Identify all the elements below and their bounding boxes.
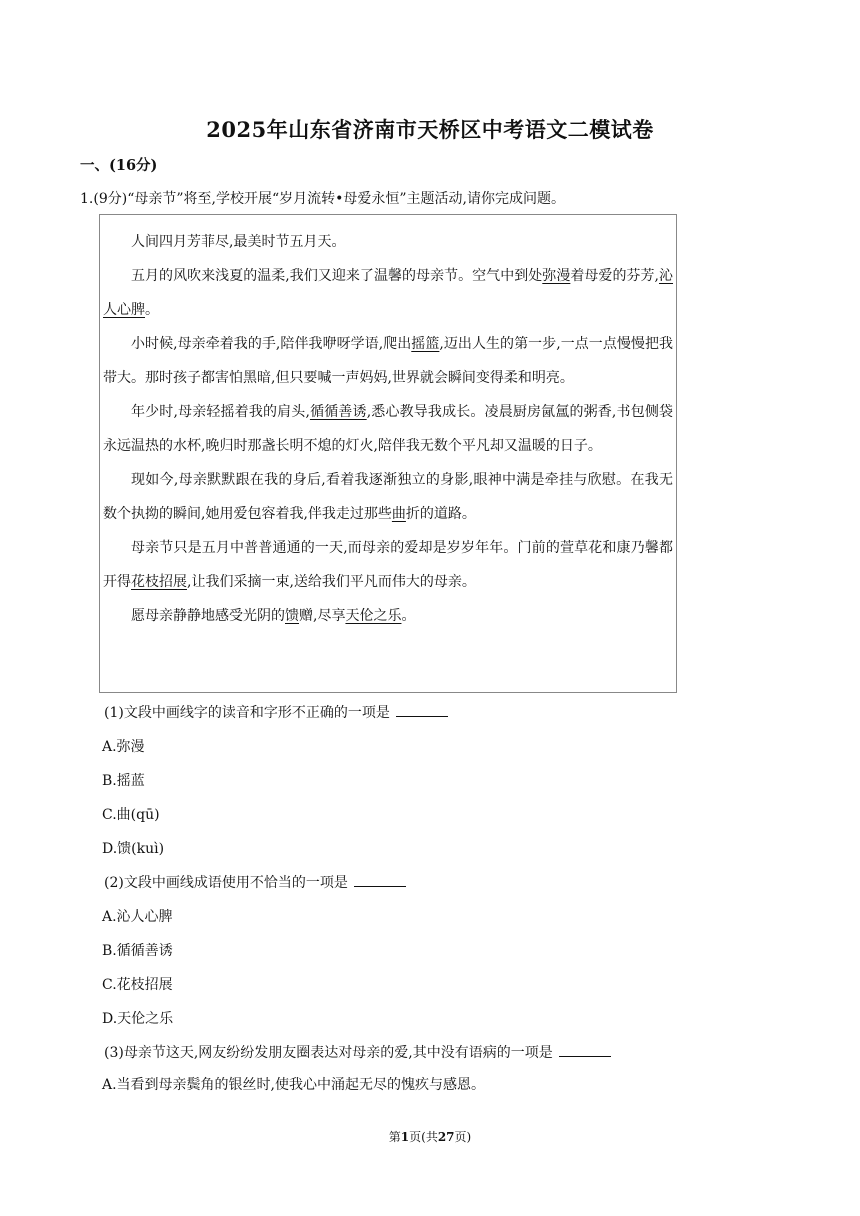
option-a: A.沁人心脾 bbox=[102, 909, 173, 925]
underlined-idiom: 循循善诱 bbox=[309, 404, 367, 420]
reading-passage-box bbox=[99, 214, 677, 693]
prompt-text: (1)文段中画线字的读音和字形不正确的一项是 bbox=[104, 705, 390, 721]
footer-text: 页) bbox=[454, 1130, 472, 1144]
underlined-word: 曲 bbox=[391, 506, 406, 522]
prompt-text: (2)文段中画线成语使用不恰当的一项是 bbox=[104, 875, 348, 891]
footer-text: 第 bbox=[388, 1130, 401, 1144]
underlined-idiom: 天伦之乐 bbox=[345, 608, 402, 624]
option-b: B.摇蓝 bbox=[102, 773, 145, 789]
passage-paragraph bbox=[103, 599, 673, 633]
passage-paragraph bbox=[103, 327, 673, 395]
passage-text: 五月的风吹来浅夏的温柔,我们又迎来了温馨的母亲节。空气中到处 bbox=[131, 268, 543, 284]
page-footer bbox=[0, 1128, 860, 1145]
option-c: C.曲(qū) bbox=[102, 807, 160, 823]
footer-text: 页(共 bbox=[409, 1130, 438, 1144]
exam-title: 2025年山东省济南市天桥区中考语文二模试卷 bbox=[206, 117, 654, 142]
underlined-word: 弥漫 bbox=[542, 268, 571, 284]
passage-text: 折的道路。 bbox=[405, 506, 476, 522]
question-1-stem: 1.(9分)“母亲节”将至,学校开展“岁月流转•母爱永恒”主题活动,请你完成问题。 bbox=[80, 191, 565, 207]
answer-blank bbox=[354, 872, 406, 887]
answer-blank bbox=[559, 1042, 611, 1057]
answer-blank bbox=[396, 702, 448, 717]
passage-text: 年少时,母亲轻摇着我的肩头, bbox=[131, 404, 310, 420]
passage-text: 现如今,母亲默默跟在我的身后,看着我逐渐独立的身影,眼神中满是牵挂与欣慰。在我无数个执拗的瞬间,她用爱包容着我,伴我走过那些 bbox=[103, 472, 673, 522]
passage-paragraph bbox=[103, 395, 673, 463]
passage-text: 小时候,母亲牵着我的手,陪伴我咿呀学语,爬出 bbox=[131, 336, 412, 352]
section-heading: 一、(16分) bbox=[80, 157, 158, 174]
passage-text: 愿母亲静静地感受光阴的 bbox=[131, 608, 285, 624]
page-number: 1 bbox=[400, 1130, 410, 1144]
passage-text: 人间四月芳菲尽,最美时节五月天。 bbox=[131, 234, 346, 250]
sub-question-2-prompt bbox=[104, 872, 406, 892]
passage-text: 母亲节只是五月中普普通通的一天,而母亲的爱却是岁岁年年。门前的萱草花和康乃馨都开得 bbox=[103, 540, 673, 590]
passage-text: 着母爱的芬芳, bbox=[570, 268, 659, 284]
passage-text: 。 bbox=[401, 608, 416, 624]
passage-paragraph bbox=[103, 463, 673, 531]
sub-question-1-prompt bbox=[104, 702, 448, 722]
underlined-word: 摇篮 bbox=[411, 336, 440, 352]
total-pages: 27 bbox=[437, 1130, 455, 1144]
sub-question-3-prompt bbox=[104, 1042, 611, 1062]
option-a: A.当看到母亲鬓角的银丝时,使我心中涌起无尽的愧疚与感恩。 bbox=[102, 1077, 486, 1093]
prompt-text: (3)母亲节这天,网友纷纷发朋友圈表达对母亲的爱,其中没有语病的一项是 bbox=[104, 1045, 553, 1061]
underlined-idiom: 花枝招展 bbox=[131, 574, 187, 590]
option-c: C.花枝招展 bbox=[102, 977, 173, 993]
passage-paragraph bbox=[103, 259, 673, 327]
passage-paragraph bbox=[103, 531, 673, 599]
underlined-idiom: 沁人心脾 bbox=[103, 268, 674, 318]
passage-text: 。 bbox=[145, 302, 159, 318]
passage-text: ,迈出人生的第一步,一点一点慢慢把我带大。那时孩子都害怕黑暗,但只要喊一声妈妈,世界就会瞬间变得柔和明亮。 bbox=[103, 336, 673, 386]
passage-text: ,悉心教导我成长。凌晨厨房氤氲的粥香,书包侧袋永远温热的水杯,晚归时那盏长明不熄的灯火,陪伴我无数个平凡却又温暖的日子。 bbox=[103, 404, 674, 454]
option-d: D.馈(kuì) bbox=[102, 841, 165, 857]
option-b: B.循循善诱 bbox=[102, 943, 173, 959]
option-d: D.天伦之乐 bbox=[102, 1011, 174, 1027]
passage-text: ,让我们采摘一束,送给我们平凡而伟大的母亲。 bbox=[187, 574, 476, 590]
passage-paragraph bbox=[103, 225, 673, 259]
underlined-word: 馈 bbox=[285, 608, 299, 624]
option-a: A.弥漫 bbox=[102, 739, 145, 755]
passage-text: 赠,尽享 bbox=[299, 608, 346, 624]
